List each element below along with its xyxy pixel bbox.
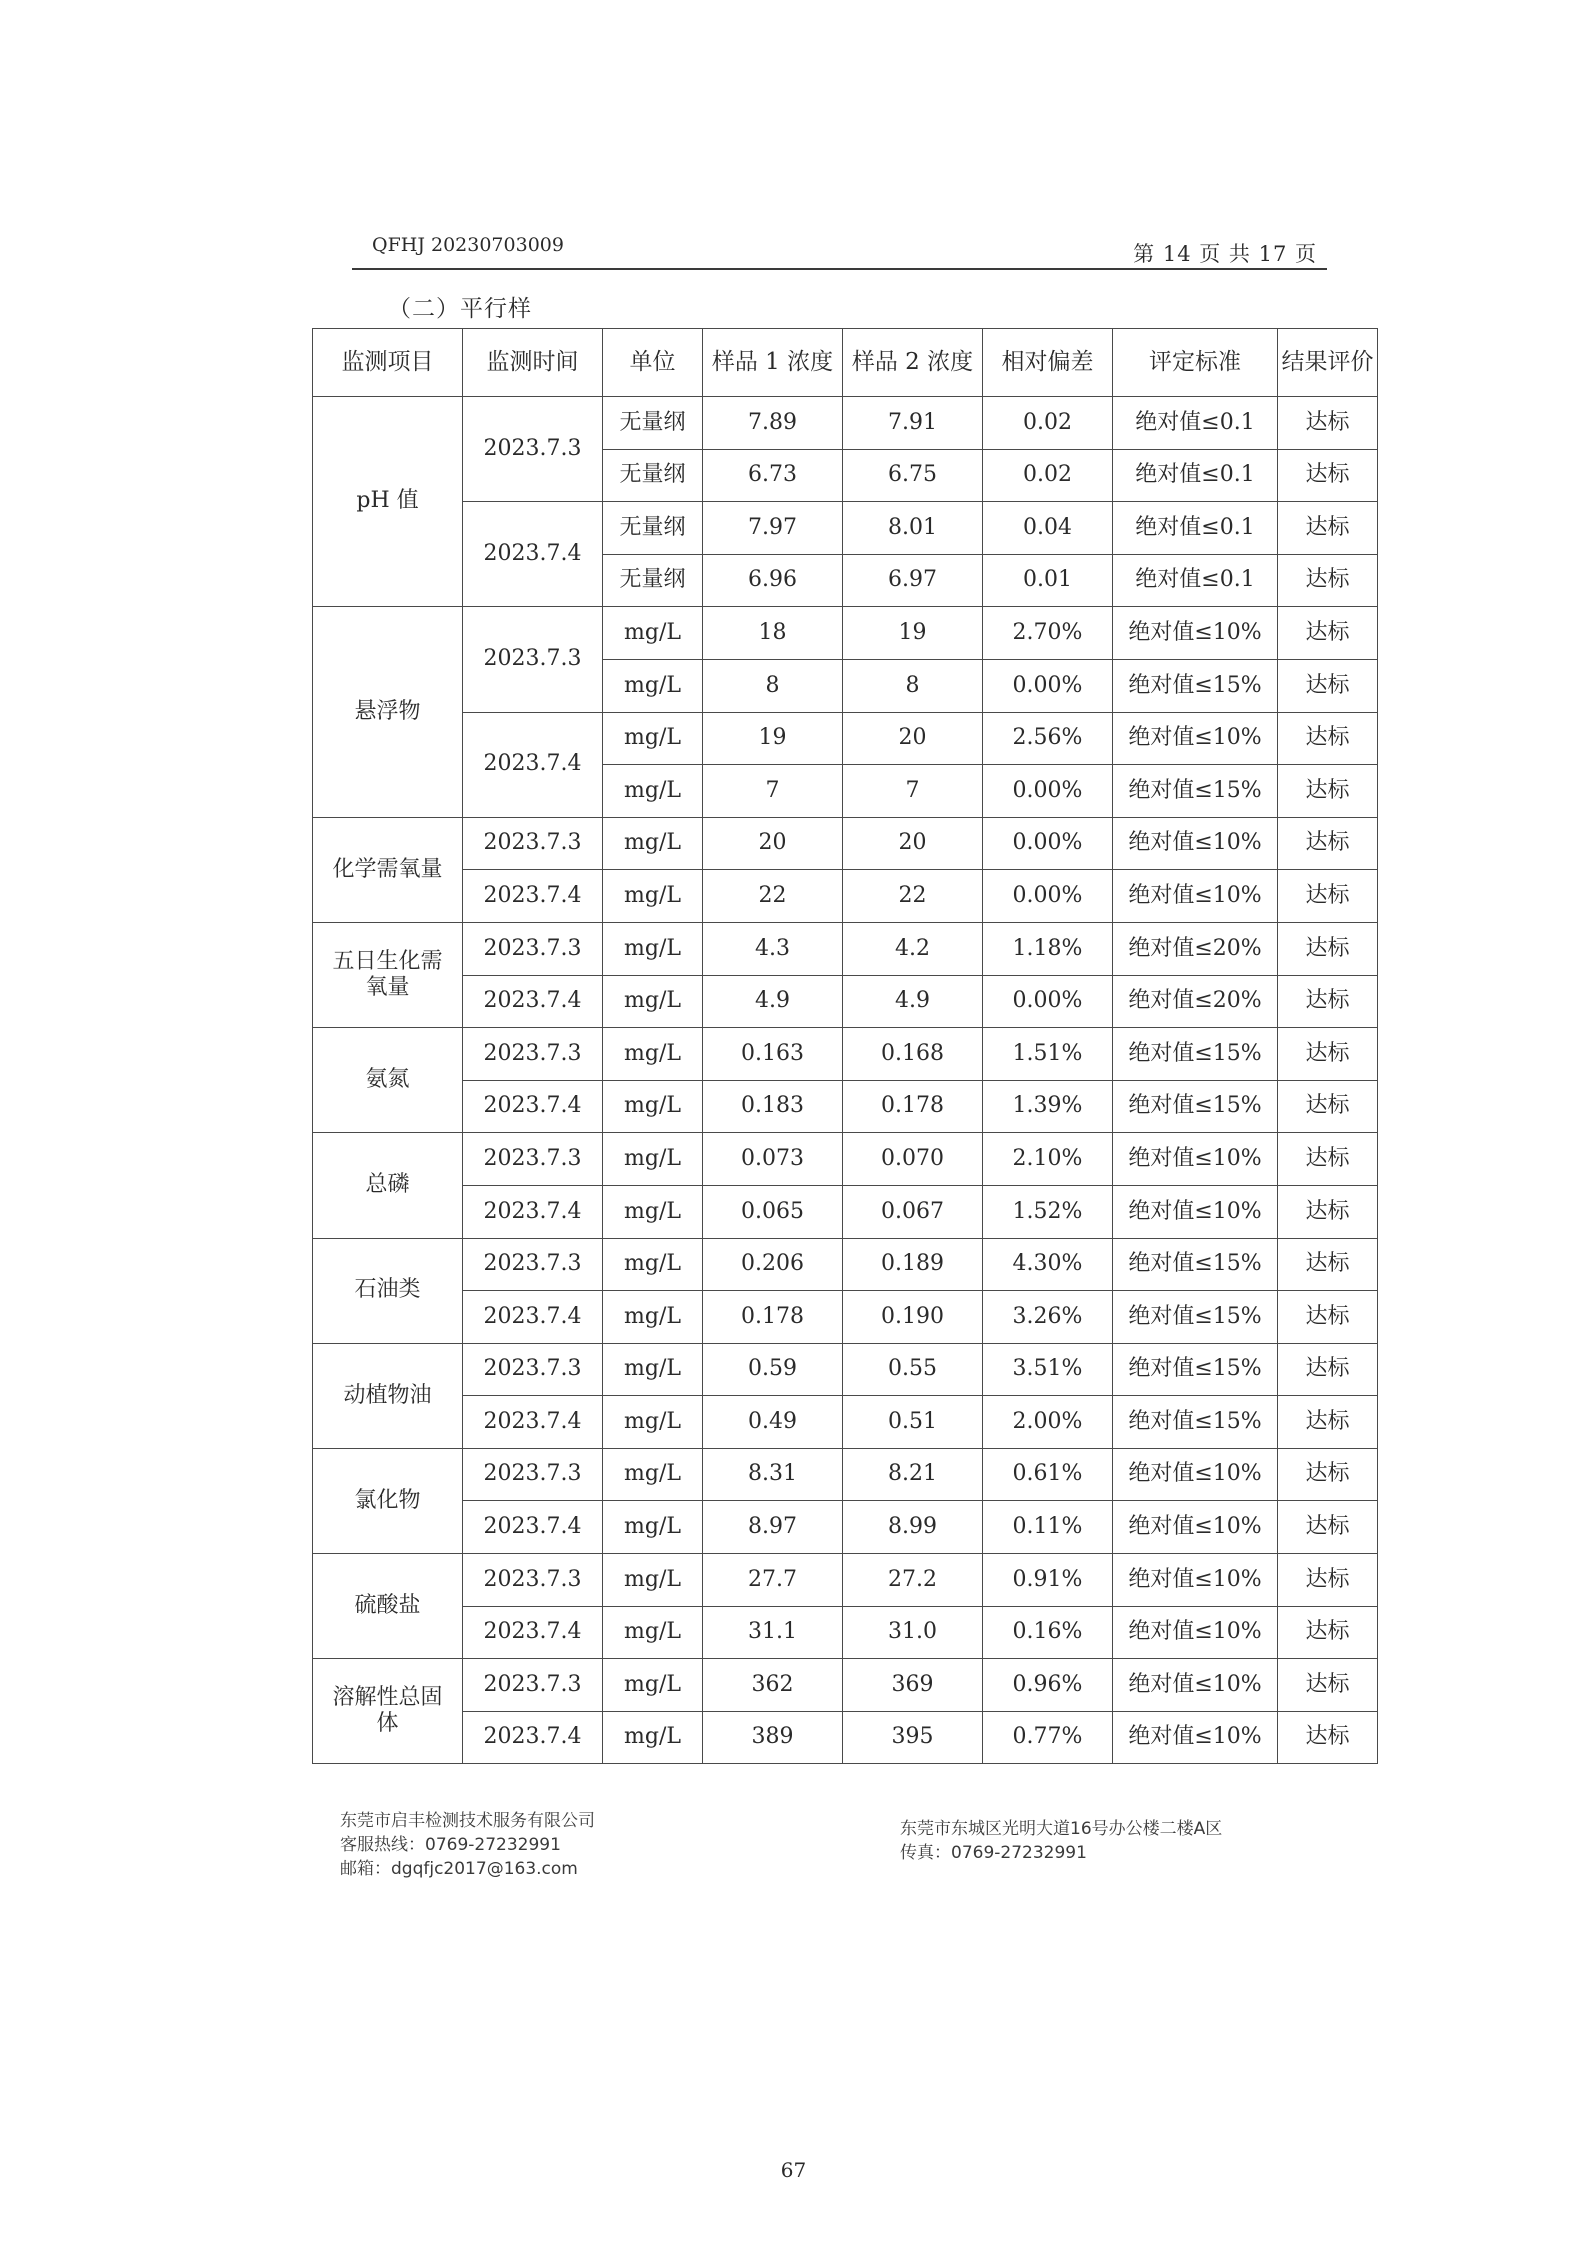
page-info: 第 14 页 共 17 页 — [1133, 242, 1317, 266]
cell-sample1: 19 — [703, 712, 843, 765]
cell-unit: mg/L — [603, 1711, 703, 1764]
cell-standard: 绝对值≤15% — [1113, 1291, 1278, 1344]
cell-date: 2023.7.4 — [463, 1711, 603, 1764]
cell-result: 达标 — [1278, 502, 1378, 555]
cell-sample2: 31.0 — [843, 1606, 983, 1659]
col-header-unit: 单位 — [603, 329, 703, 397]
table-row — [313, 1659, 1378, 1712]
cell-result: 达标 — [1278, 817, 1378, 870]
cell-date: 2023.7.4 — [463, 712, 603, 817]
cell-deviation: 0.00% — [983, 870, 1113, 923]
cell-sample1: 8.97 — [703, 1501, 843, 1554]
cell-deviation: 1.51% — [983, 1028, 1113, 1081]
cell-unit: 无量纲 — [603, 449, 703, 502]
page-header — [352, 230, 1327, 270]
cell-sample1: 18 — [703, 607, 843, 660]
cell-standard: 绝对值≤10% — [1113, 1133, 1278, 1186]
cell-standard: 绝对值≤20% — [1113, 922, 1278, 975]
table-row — [313, 1606, 1378, 1659]
cell-result: 达标 — [1278, 1133, 1378, 1186]
cell-unit: mg/L — [603, 712, 703, 765]
cell-standard: 绝对值≤0.1 — [1113, 397, 1278, 450]
section-title: （二）平行样 — [388, 296, 532, 322]
cell-unit: 无量纲 — [603, 554, 703, 607]
cell-deviation: 0.00% — [983, 817, 1113, 870]
table-row — [313, 1080, 1378, 1133]
cell-sample2: 0.189 — [843, 1238, 983, 1291]
cell-deviation: 0.77% — [983, 1711, 1113, 1764]
cell-unit: mg/L — [603, 1133, 703, 1186]
col-header-item: 监测项目 — [313, 329, 463, 397]
cell-sample1: 0.065 — [703, 1185, 843, 1238]
cell-sample2: 0.190 — [843, 1291, 983, 1344]
cell-unit: mg/L — [603, 975, 703, 1028]
cell-sample2: 6.97 — [843, 554, 983, 607]
cell-unit: mg/L — [603, 1448, 703, 1501]
cell-result: 达标 — [1278, 1448, 1378, 1501]
cell-sample1: 6.96 — [703, 554, 843, 607]
cell-result: 达标 — [1278, 922, 1378, 975]
cell-unit: mg/L — [603, 607, 703, 660]
cell-result: 达标 — [1278, 870, 1378, 923]
cell-deviation: 1.18% — [983, 922, 1113, 975]
cell-date: 2023.7.3 — [463, 1343, 603, 1396]
cell-sample2: 0.067 — [843, 1185, 983, 1238]
cell-date: 2023.7.3 — [463, 1238, 603, 1291]
cell-item: 氯化物 — [313, 1448, 463, 1553]
cell-deviation: 1.39% — [983, 1080, 1113, 1133]
cell-deviation: 2.56% — [983, 712, 1113, 765]
cell-unit: mg/L — [603, 1554, 703, 1607]
cell-result: 达标 — [1278, 1606, 1378, 1659]
cell-date: 2023.7.4 — [463, 1291, 603, 1344]
col-header-deviation: 相对偏差 — [983, 329, 1113, 397]
cell-standard: 绝对值≤0.1 — [1113, 554, 1278, 607]
col-header-sample2: 样品 2 浓度 — [843, 329, 983, 397]
cell-result: 达标 — [1278, 1185, 1378, 1238]
cell-deviation: 1.52% — [983, 1185, 1113, 1238]
table-row — [313, 1448, 1378, 1501]
cell-deviation: 0.02 — [983, 449, 1113, 502]
cell-date: 2023.7.4 — [463, 1606, 603, 1659]
cell-standard: 绝对值≤10% — [1113, 1501, 1278, 1554]
col-header-time: 监测时间 — [463, 329, 603, 397]
cell-sample1: 0.178 — [703, 1291, 843, 1344]
footer-email: 邮箱：dgqfjc2017@163.com — [340, 1859, 578, 1879]
cell-standard: 绝对值≤10% — [1113, 1554, 1278, 1607]
cell-standard: 绝对值≤10% — [1113, 1711, 1278, 1764]
cell-unit: mg/L — [603, 870, 703, 923]
table-row — [313, 502, 1378, 555]
cell-sample2: 20 — [843, 712, 983, 765]
cell-item: 总磷 — [313, 1133, 463, 1238]
cell-sample1: 4.9 — [703, 975, 843, 1028]
cell-standard: 绝对值≤10% — [1113, 1659, 1278, 1712]
cell-deviation: 0.04 — [983, 502, 1113, 555]
document-id: QFHJ 20230703009 — [372, 234, 564, 256]
cell-result: 达标 — [1278, 1501, 1378, 1554]
cell-date: 2023.7.4 — [463, 1185, 603, 1238]
cell-unit: mg/L — [603, 765, 703, 818]
footer-left — [340, 1809, 595, 1881]
cell-date: 2023.7.4 — [463, 870, 603, 923]
cell-standard: 绝对值≤15% — [1113, 1238, 1278, 1291]
cell-standard: 绝对值≤10% — [1113, 712, 1278, 765]
cell-unit: mg/L — [603, 1659, 703, 1712]
cell-sample1: 27.7 — [703, 1554, 843, 1607]
cell-sample1: 389 — [703, 1711, 843, 1764]
table-row — [313, 1501, 1378, 1554]
cell-deviation: 2.70% — [983, 607, 1113, 660]
cell-date: 2023.7.3 — [463, 1554, 603, 1607]
footer-hotline: 客服热线：0769-27232991 — [340, 1835, 561, 1855]
cell-unit: mg/L — [603, 922, 703, 975]
cell-unit: 无量纲 — [603, 502, 703, 555]
cell-item: 动植物油 — [313, 1343, 463, 1448]
cell-standard: 绝对值≤20% — [1113, 975, 1278, 1028]
cell-sample2: 0.51 — [843, 1396, 983, 1449]
cell-result: 达标 — [1278, 975, 1378, 1028]
cell-deviation: 0.00% — [983, 659, 1113, 712]
cell-result: 达标 — [1278, 607, 1378, 660]
cell-unit: mg/L — [603, 817, 703, 870]
cell-sample2: 8.01 — [843, 502, 983, 555]
cell-date: 2023.7.3 — [463, 607, 603, 712]
cell-result: 达标 — [1278, 1554, 1378, 1607]
cell-unit: mg/L — [603, 1185, 703, 1238]
footer-company: 东莞市启丰检测技术服务有限公司 — [340, 1811, 595, 1831]
cell-sample2: 8 — [843, 659, 983, 712]
cell-standard: 绝对值≤15% — [1113, 1343, 1278, 1396]
cell-sample2: 4.2 — [843, 922, 983, 975]
cell-result: 达标 — [1278, 397, 1378, 450]
cell-deviation: 0.01 — [983, 554, 1113, 607]
table-row — [313, 1554, 1378, 1607]
cell-item: 溶解性总固体 — [313, 1659, 463, 1764]
cell-sample2: 7 — [843, 765, 983, 818]
table-row — [313, 975, 1378, 1028]
cell-result: 达标 — [1278, 1080, 1378, 1133]
table-row — [313, 870, 1378, 923]
cell-sample1: 20 — [703, 817, 843, 870]
col-header-result: 结果评价 — [1278, 329, 1378, 397]
table-row — [313, 1711, 1378, 1764]
table-row — [313, 607, 1378, 660]
cell-date: 2023.7.3 — [463, 1133, 603, 1186]
cell-unit: mg/L — [603, 1238, 703, 1291]
cell-deviation: 2.10% — [983, 1133, 1113, 1186]
cell-sample1: 6.73 — [703, 449, 843, 502]
cell-date: 2023.7.3 — [463, 397, 603, 502]
cell-result: 达标 — [1278, 1659, 1378, 1712]
cell-standard: 绝对值≤15% — [1113, 1080, 1278, 1133]
cell-date: 2023.7.4 — [463, 502, 603, 607]
cell-result: 达标 — [1278, 765, 1378, 818]
cell-standard: 绝对值≤10% — [1113, 870, 1278, 923]
cell-standard: 绝对值≤15% — [1113, 765, 1278, 818]
cell-deviation: 0.61% — [983, 1448, 1113, 1501]
parallel-sample-table — [312, 328, 1378, 1764]
table-body — [313, 397, 1378, 1764]
cell-sample2: 4.9 — [843, 975, 983, 1028]
cell-item: 化学需氧量 — [313, 817, 463, 922]
cell-sample1: 0.206 — [703, 1238, 843, 1291]
cell-sample1: 0.183 — [703, 1080, 843, 1133]
page-number: 67 — [780, 2158, 807, 2182]
cell-sample2: 27.2 — [843, 1554, 983, 1607]
cell-sample2: 22 — [843, 870, 983, 923]
cell-deviation: 0.16% — [983, 1606, 1113, 1659]
cell-deviation: 4.30% — [983, 1238, 1113, 1291]
cell-result: 达标 — [1278, 449, 1378, 502]
cell-item: 氨氮 — [313, 1028, 463, 1133]
cell-sample1: 4.3 — [703, 922, 843, 975]
footer-address: 东莞市东城区光明大道16号办公楼二楼A区 — [900, 1819, 1223, 1839]
cell-unit: mg/L — [603, 1343, 703, 1396]
table-row — [313, 1238, 1378, 1291]
cell-sample1: 0.49 — [703, 1396, 843, 1449]
cell-unit: mg/L — [603, 1606, 703, 1659]
cell-unit: mg/L — [603, 659, 703, 712]
table-row — [313, 1028, 1378, 1081]
cell-item: 五日生化需氧量 — [313, 922, 463, 1027]
cell-date: 2023.7.3 — [463, 817, 603, 870]
cell-date: 2023.7.4 — [463, 1501, 603, 1554]
table-row — [313, 1291, 1378, 1344]
cell-sample2: 395 — [843, 1711, 983, 1764]
cell-unit: mg/L — [603, 1396, 703, 1449]
cell-sample2: 0.55 — [843, 1343, 983, 1396]
cell-sample2: 0.070 — [843, 1133, 983, 1186]
footer-fax: 传真：0769-27232991 — [900, 1843, 1087, 1863]
table-row — [313, 922, 1378, 975]
table-row — [313, 817, 1378, 870]
cell-result: 达标 — [1278, 1028, 1378, 1081]
cell-result: 达标 — [1278, 659, 1378, 712]
cell-sample1: 8.31 — [703, 1448, 843, 1501]
cell-date: 2023.7.4 — [463, 1396, 603, 1449]
cell-deviation: 0.02 — [983, 397, 1113, 450]
cell-sample1: 0.073 — [703, 1133, 843, 1186]
cell-unit: mg/L — [603, 1028, 703, 1081]
cell-unit: mg/L — [603, 1501, 703, 1554]
cell-date: 2023.7.3 — [463, 1448, 603, 1501]
cell-standard: 绝对值≤10% — [1113, 1606, 1278, 1659]
cell-sample1: 7.97 — [703, 502, 843, 555]
cell-standard: 绝对值≤10% — [1113, 1448, 1278, 1501]
cell-date: 2023.7.3 — [463, 1028, 603, 1081]
cell-item: 硫酸盐 — [313, 1554, 463, 1659]
table-row — [313, 1133, 1378, 1186]
cell-sample1: 0.59 — [703, 1343, 843, 1396]
cell-sample1: 7.89 — [703, 397, 843, 450]
cell-standard: 绝对值≤15% — [1113, 1028, 1278, 1081]
cell-sample2: 0.168 — [843, 1028, 983, 1081]
cell-standard: 绝对值≤15% — [1113, 1396, 1278, 1449]
cell-date: 2023.7.3 — [463, 1659, 603, 1712]
cell-item: pH 值 — [313, 397, 463, 607]
cell-sample1: 7 — [703, 765, 843, 818]
cell-item: 石油类 — [313, 1238, 463, 1343]
cell-date: 2023.7.4 — [463, 1080, 603, 1133]
cell-result: 达标 — [1278, 1291, 1378, 1344]
cell-standard: 绝对值≤15% — [1113, 659, 1278, 712]
table-row — [313, 397, 1378, 450]
cell-sample2: 20 — [843, 817, 983, 870]
cell-sample1: 31.1 — [703, 1606, 843, 1659]
cell-deviation: 0.91% — [983, 1554, 1113, 1607]
cell-result: 达标 — [1278, 1396, 1378, 1449]
table-row — [313, 1396, 1378, 1449]
cell-standard: 绝对值≤10% — [1113, 1185, 1278, 1238]
cell-item: 悬浮物 — [313, 607, 463, 817]
cell-result: 达标 — [1278, 554, 1378, 607]
cell-standard: 绝对值≤10% — [1113, 607, 1278, 660]
cell-sample2: 19 — [843, 607, 983, 660]
cell-result: 达标 — [1278, 1238, 1378, 1291]
cell-sample1: 22 — [703, 870, 843, 923]
cell-sample2: 369 — [843, 1659, 983, 1712]
table-header-row — [313, 329, 1378, 397]
cell-sample1: 0.163 — [703, 1028, 843, 1081]
cell-result: 达标 — [1278, 1711, 1378, 1764]
cell-standard: 绝对值≤0.1 — [1113, 449, 1278, 502]
cell-sample2: 7.91 — [843, 397, 983, 450]
table-row — [313, 1343, 1378, 1396]
cell-date: 2023.7.4 — [463, 975, 603, 1028]
cell-result: 达标 — [1278, 1343, 1378, 1396]
cell-deviation: 0.96% — [983, 1659, 1113, 1712]
cell-date: 2023.7.3 — [463, 922, 603, 975]
cell-sample2: 8.99 — [843, 1501, 983, 1554]
col-header-sample1: 样品 1 浓度 — [703, 329, 843, 397]
table-row — [313, 712, 1378, 765]
cell-sample2: 0.178 — [843, 1080, 983, 1133]
footer-right — [900, 1817, 1222, 1865]
cell-sample2: 6.75 — [843, 449, 983, 502]
cell-unit: mg/L — [603, 1080, 703, 1133]
cell-deviation: 3.51% — [983, 1343, 1113, 1396]
cell-deviation: 0.11% — [983, 1501, 1113, 1554]
cell-deviation: 3.26% — [983, 1291, 1113, 1344]
table-row — [313, 1185, 1378, 1238]
cell-standard: 绝对值≤10% — [1113, 817, 1278, 870]
cell-unit: mg/L — [603, 1291, 703, 1344]
col-header-standard: 评定标准 — [1113, 329, 1278, 397]
cell-deviation: 0.00% — [983, 765, 1113, 818]
cell-standard: 绝对值≤0.1 — [1113, 502, 1278, 555]
cell-sample1: 362 — [703, 1659, 843, 1712]
cell-sample1: 8 — [703, 659, 843, 712]
cell-sample2: 8.21 — [843, 1448, 983, 1501]
cell-deviation: 0.00% — [983, 975, 1113, 1028]
cell-unit: 无量纲 — [603, 397, 703, 450]
cell-deviation: 2.00% — [983, 1396, 1113, 1449]
cell-result: 达标 — [1278, 712, 1378, 765]
